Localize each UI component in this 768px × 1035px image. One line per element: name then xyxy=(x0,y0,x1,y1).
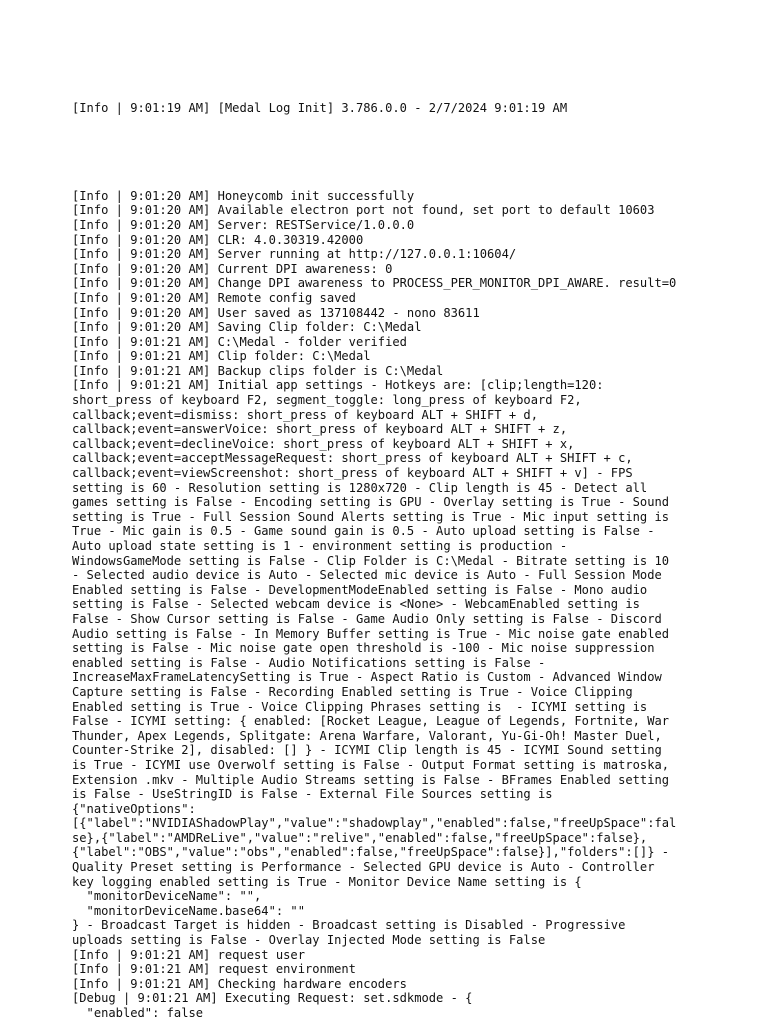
log-line: Enabled setting is False - DevelopmentModeEnabled setting is False - Mono audio xyxy=(72,582,648,597)
log-line: } - Broadcast Target is hidden - Broadcast setting is Disabled - Progressive xyxy=(72,918,626,933)
log-line: [Info | 9:01:21 AM] request user xyxy=(72,947,305,962)
log-line: callback;event=viewScreenshot: short_press of keyboard ALT + SHIFT + v] - FPS xyxy=(72,466,633,481)
log-line: is True - ICYMI use Overwolf setting is False - Output Format setting is matroska, xyxy=(72,757,670,772)
blank-line xyxy=(72,145,700,160)
log-line: Enabled setting is True - Voice Clipping Phrases setting is - ICYMI setting is xyxy=(72,699,648,714)
log-line: games setting is False - Encoding setting is GPU - Overlay setting is True - Sound xyxy=(72,495,670,510)
log-line: Audio setting is False - In Memory Buffer setting is True - Mic noise gate enabled xyxy=(72,626,670,641)
log-line: [Info | 9:01:20 AM] Current DPI awareness: 0 xyxy=(72,261,393,276)
log-line: [Info | 9:01:21 AM] Clip folder: C:\Medal xyxy=(72,349,371,364)
log-line: [Info | 9:01:21 AM] request environment xyxy=(72,962,356,977)
log-line: "enabled": false xyxy=(72,1006,204,1020)
log-line: True - Mic gain is 0.5 - Game sound gain is 0.5 - Auto upload setting is False - xyxy=(72,524,655,539)
log-line: [Info | 9:01:21 AM] C:\Medal - folder verified xyxy=(72,334,407,349)
log-line: [Info | 9:01:20 AM] Honeycomb init successfully xyxy=(72,188,415,203)
log-line: [Info | 9:01:20 AM] User saved as 137108442 - nono 83611 xyxy=(72,305,480,320)
log-line: short_press of keyboard F2, segment_toggle: long_press of keyboard F2, xyxy=(72,393,582,408)
log-line: "monitorDeviceName": "", xyxy=(72,889,262,904)
log-line: "monitorDeviceName.base64": "" xyxy=(72,903,305,918)
log-line: {"nativeOptions": xyxy=(72,801,196,816)
log-line: [Info | 9:01:20 AM] Remote config saved xyxy=(72,290,356,305)
log-line: setting is False - Selected webcam device is <None> - WebcamEnabled setting is xyxy=(72,597,640,612)
log-line: [Info | 9:01:20 AM] Server running at http://127.0.0.1:10604/ xyxy=(72,247,517,262)
log-line: Thunder, Apex Legends, Splitgate: Arena Warfare, Valorant, Yu-Gi-Oh! Master Duel, xyxy=(72,728,662,743)
log-line: - Selected audio device is Auto - Selected mic device is Auto - Full Session Mode xyxy=(72,568,662,583)
log-line: callback;event=answerVoice: short_press of keyboard ALT + SHIFT + z, xyxy=(72,422,568,437)
log-line: Auto upload state setting is 1 - environment setting is production - xyxy=(72,539,568,553)
log-line: [Info | 9:01:20 AM] Saving Clip folder: C:\Medal xyxy=(72,320,422,335)
log-line: [Info | 9:01:20 AM] Server: RESTService/1.0.0.0 xyxy=(72,217,415,232)
log-header-line: [Info | 9:01:19 AM] [Medal Log Init] 3.786.0.0 - 2/7/2024 9:01:19 AM xyxy=(72,101,568,116)
log-line: [Info | 9:01:21 AM] Initial app settings - Hotkeys are: [clip;length=120: xyxy=(72,378,604,393)
log-line: [Info | 9:01:20 AM] Available electron port not found, set port to default 10603 xyxy=(72,203,655,218)
log-line: uploads setting is False - Overlay Injected Mode setting is False xyxy=(72,933,546,948)
log-line: [Info | 9:01:21 AM] Checking hardware encoders xyxy=(72,976,407,991)
log-line: setting is 60 - Resolution setting is 1280x720 - Clip length is 45 - Detect all xyxy=(72,480,648,495)
log-line: callback;event=dismiss: short_press of keyboard ALT + SHIFT + d, xyxy=(72,407,538,422)
log-line: callback;event=acceptMessageRequest: short_press of keyboard ALT + SHIFT + c, xyxy=(72,451,633,466)
log-line: [Info | 9:01:20 AM] CLR: 4.0.30319.42000 xyxy=(72,232,364,247)
log-line: False - Show Cursor setting is False - Game Audio Only setting is False - Discord xyxy=(72,611,662,626)
log-line: key logging enabled setting is True - Monitor Device Name setting is { xyxy=(72,874,582,889)
log-line: IncreaseMaxFrameLatencySetting is True - Aspect Ratio is Custom - Advanced Window xyxy=(72,670,662,685)
log-line: se},{"label":"AMDReLive","value":"relive","enabled":false,"freeUpSpace":false}, xyxy=(72,830,648,845)
log-line: [Info | 9:01:20 AM] Change DPI awareness to PROCESS_PER_MONITOR_DPI_AWARE. result=0 xyxy=(72,276,677,291)
log-line: Counter-Strike 2], disabled: [] } - ICYMI Clip length is 45 - ICYMI Sound setting xyxy=(72,743,662,758)
log-line: Capture setting is False - Recording Enabled setting is True - Voice Clipping xyxy=(72,684,633,699)
log-lines xyxy=(72,189,700,1021)
log-line: [{"label":"NVIDIAShadowPlay","value":"shadowplay","enabled":false,"freeUpSpace":fal xyxy=(72,816,677,831)
log-line: is False - UseStringID is False - External File Sources setting is xyxy=(72,787,553,802)
log-document xyxy=(72,72,700,1035)
log-line: Extension .mkv - Multiple Audio Streams setting is False - BFrames Enabled setting xyxy=(72,772,670,787)
log-line: enabled setting is False - Audio Notifications setting is False - xyxy=(72,655,546,670)
log-line: callback;event=declineVoice: short_press of keyboard ALT + SHIFT + x, xyxy=(72,436,575,451)
log-line: Quality Preset setting is Performance - Selected GPU device is Auto - Controller xyxy=(72,860,655,875)
log-line: {"label":"OBS","value":"obs","enabled":false,"freeUpSpace":false}],"folders":[]} - xyxy=(72,845,670,860)
log-line: [Info | 9:01:21 AM] Backup clips folder is C:\Medal xyxy=(72,363,444,378)
log-line: [Debug | 9:01:21 AM] Executing Request: set.sdkmode - { xyxy=(72,991,473,1006)
log-line: False - ICYMI setting: { enabled: [Rocket League, League of Legends, Fortnite, War xyxy=(72,714,670,729)
log-line: WindowsGameMode setting is False - Clip Folder is C:\Medal - Bitrate setting is 10 xyxy=(72,553,670,568)
log-line: setting is False - Mic noise gate open threshold is -100 - Mic noise suppression xyxy=(72,641,655,656)
log-line: setting is True - Full Session Sound Alerts setting is True - Mic input setting is xyxy=(72,509,670,524)
